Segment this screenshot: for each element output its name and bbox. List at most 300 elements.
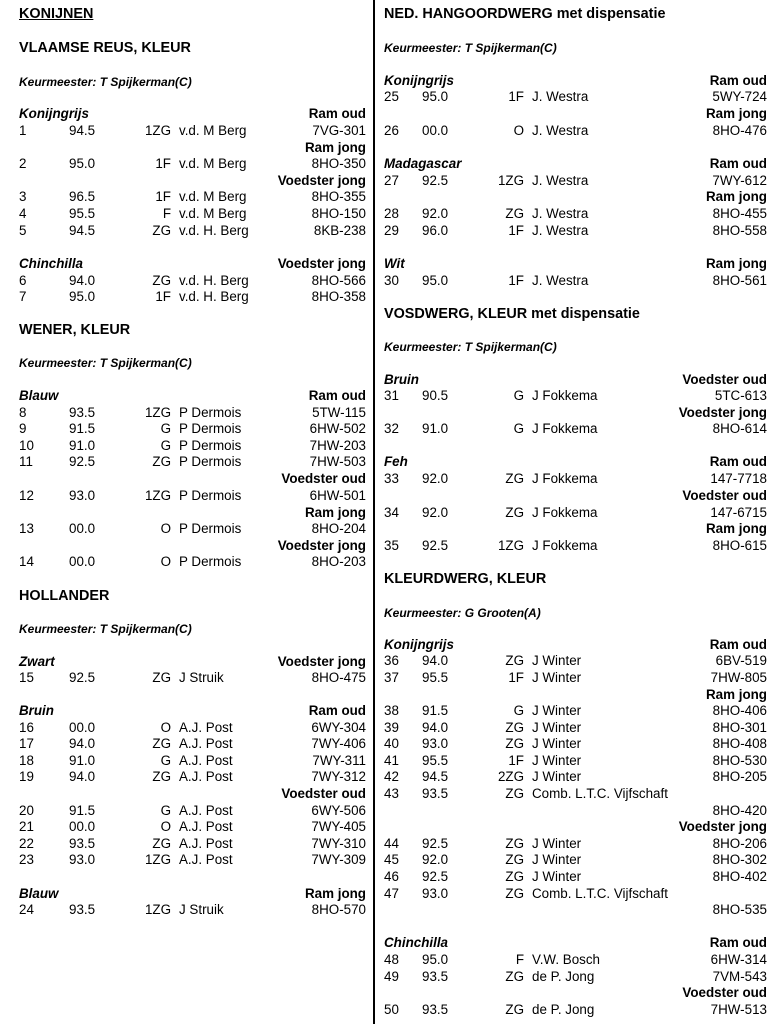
entry-score: 95.0 xyxy=(69,289,96,304)
entry-row xyxy=(19,122,366,139)
entry-score: 92.5 xyxy=(422,538,449,553)
class-label: Ram oud xyxy=(709,454,767,469)
entry-ring: 8HO-355 xyxy=(311,189,366,204)
entry-number: 24 xyxy=(19,902,34,917)
cage-number: 8HO-420 xyxy=(712,803,767,818)
entry-score: 92.0 xyxy=(422,471,449,486)
entry-owner: v.d. H. Berg xyxy=(179,273,249,288)
entry-owner: Comb. L.T.C. Vijfschaft xyxy=(532,886,668,901)
variety-row xyxy=(384,155,767,172)
entry-predicate: G xyxy=(160,421,171,436)
judge-name: Keurmeester: T Spijkerman(C) xyxy=(19,75,192,89)
entry-ring: 147-6715 xyxy=(710,505,767,520)
variety-row xyxy=(19,255,366,272)
entry-number: 2 xyxy=(19,156,27,171)
entry-predicate: 1ZG xyxy=(144,488,171,503)
entry-ring: 8HO-475 xyxy=(311,670,366,685)
entry-ring: 8HO-150 xyxy=(311,206,366,221)
entry-number: 16 xyxy=(19,720,34,735)
class-label: Ram oud xyxy=(308,106,366,121)
entry-ring: 7HW-805 xyxy=(710,670,767,685)
entry-score: 95.5 xyxy=(69,206,96,221)
class-label: Voedster jong xyxy=(678,819,767,834)
judge-line xyxy=(19,620,366,637)
class-label: Ram oud xyxy=(709,156,767,171)
variety-name: Zwart xyxy=(19,654,55,669)
entry-owner: J Fokkema xyxy=(532,538,598,553)
class-row xyxy=(384,520,767,537)
entry-predicate: ZG xyxy=(152,223,171,238)
entry-row xyxy=(384,735,767,752)
entry-row xyxy=(19,752,366,769)
entry-score: 91.0 xyxy=(69,753,96,768)
entry-row xyxy=(384,868,767,885)
entry-row xyxy=(384,702,767,719)
entry-number: 27 xyxy=(384,173,399,188)
entry-ring: 5TW-115 xyxy=(312,405,366,420)
entry-score: 00.0 xyxy=(69,521,96,536)
entry-owner: J Fokkema xyxy=(532,388,598,403)
class-row xyxy=(384,686,767,703)
entry-row xyxy=(384,968,767,985)
entry-score: 94.5 xyxy=(69,123,96,138)
entry-number: 34 xyxy=(384,505,399,520)
judge-name: Keurmeester: T Spijkerman(C) xyxy=(19,356,192,370)
entry-owner: J Winter xyxy=(532,836,582,851)
entry-ring: 8HO-530 xyxy=(712,753,767,768)
entry-score: 94.0 xyxy=(422,720,449,735)
entry-number: 8 xyxy=(19,405,27,420)
entry-number: 6 xyxy=(19,273,27,288)
entry-ring: 8HO-561 xyxy=(712,273,767,288)
class-label: Ram oud xyxy=(709,73,767,88)
entry-number: 42 xyxy=(384,769,399,784)
entry-ring: 7WY-405 xyxy=(311,819,366,834)
entry-score: 93.5 xyxy=(69,405,96,420)
class-row xyxy=(19,470,366,487)
entry-score: 91.0 xyxy=(422,421,449,436)
entry-owner: P Dermois xyxy=(179,438,242,453)
entry-predicate: O xyxy=(160,819,171,834)
entry-owner: J Struik xyxy=(179,670,224,685)
entry-row xyxy=(19,420,366,437)
class-row xyxy=(19,139,366,156)
entry-number: 9 xyxy=(19,421,27,436)
class-label: Voedster jong xyxy=(277,654,366,669)
entry-predicate: O xyxy=(513,123,524,138)
entry-score: 00.0 xyxy=(69,819,96,834)
entry-row xyxy=(19,818,366,835)
entry-ring: 7HW-503 xyxy=(309,454,366,469)
entry-score: 95.5 xyxy=(422,753,449,768)
entry-score: 96.5 xyxy=(69,189,96,204)
variety-name: Konijngrijs xyxy=(19,106,89,121)
entry-score: 92.0 xyxy=(422,505,449,520)
entry-owner: J. Westra xyxy=(532,223,589,238)
entry-number: 19 xyxy=(19,769,34,784)
entry-predicate: F xyxy=(162,206,171,221)
class-label: Voedster oud xyxy=(682,488,767,503)
entry-predicate: ZG xyxy=(505,206,524,221)
class-label: Ram jong xyxy=(705,189,767,204)
section-heading xyxy=(384,305,767,322)
entry-owner: J Fokkema xyxy=(532,421,598,436)
entry-owner: Comb. L.T.C. Vijfschaft xyxy=(532,786,668,801)
entry-score: 95.0 xyxy=(69,156,96,171)
entry-row xyxy=(384,88,767,105)
judge-name: Keurmeester: G Grooten(A) xyxy=(384,606,541,620)
entry-score: 92.5 xyxy=(69,454,96,469)
entry-number: 18 xyxy=(19,753,34,768)
entry-number: 32 xyxy=(384,421,399,436)
class-row xyxy=(384,984,767,1001)
entry-predicate: 1ZG xyxy=(497,538,524,553)
entry-score: 93.0 xyxy=(69,852,96,867)
class-label: Voedster oud xyxy=(281,471,366,486)
entry-row xyxy=(384,205,767,222)
entry-score: 93.5 xyxy=(69,902,96,917)
entry-score: 95.5 xyxy=(422,670,449,685)
entry-owner: P Dermois xyxy=(179,488,242,503)
entry-predicate: ZG xyxy=(152,273,171,288)
entry-score: 96.0 xyxy=(422,223,449,238)
variety-name: Konijngrijs xyxy=(384,73,454,88)
entry-score: 92.0 xyxy=(422,852,449,867)
entry-ring: 7WY-612 xyxy=(712,173,767,188)
entry-owner: J Winter xyxy=(532,852,582,867)
entry-row xyxy=(19,272,366,289)
entry-ring: 7WY-309 xyxy=(311,852,366,867)
entry-ring: 8HO-302 xyxy=(712,852,767,867)
entry-ring: 7WY-312 xyxy=(311,769,366,784)
variety-row xyxy=(384,72,767,89)
entry-owner: P Dermois xyxy=(179,421,242,436)
entry-number: 3 xyxy=(19,189,27,204)
entry-number: 23 xyxy=(19,852,34,867)
entry-owner: P Dermois xyxy=(179,554,242,569)
class-row xyxy=(384,818,767,835)
class-label: Ram oud xyxy=(308,388,366,403)
entry-predicate: ZG xyxy=(152,736,171,751)
entry-predicate: ZG xyxy=(505,869,524,884)
section-heading xyxy=(384,570,767,587)
entry-owner: v.d. H. Berg xyxy=(179,289,249,304)
entry-ring: 8HO-455 xyxy=(712,206,767,221)
entry-score: 94.0 xyxy=(422,653,449,668)
entry-row xyxy=(384,951,767,968)
entry-row xyxy=(384,669,767,686)
entry-row xyxy=(19,520,366,537)
entry-owner: A.J. Post xyxy=(179,769,233,784)
entry-predicate: ZG xyxy=(152,836,171,851)
entry-predicate: G xyxy=(513,703,524,718)
variety-name: Bruin xyxy=(19,703,54,718)
entry-row xyxy=(19,437,366,454)
entry-score: 92.5 xyxy=(422,173,449,188)
entry-ring: 8HO-402 xyxy=(712,869,767,884)
cage-number: 8HO-535 xyxy=(712,902,767,917)
variety-name: Feh xyxy=(384,454,408,469)
class-label: Ram oud xyxy=(709,935,767,950)
entry-score: 94.0 xyxy=(69,273,96,288)
entry-owner: v.d. M Berg xyxy=(179,206,247,221)
class-label: Ram jong xyxy=(705,521,767,536)
class-label: Ram jong xyxy=(304,140,366,155)
class-label: Voedster oud xyxy=(682,372,767,387)
judge-line xyxy=(384,338,767,355)
variety-row xyxy=(19,105,366,122)
class-row xyxy=(19,537,366,554)
entry-score: 92.5 xyxy=(422,836,449,851)
entry-row xyxy=(19,735,366,752)
entry-ring: 6WY-304 xyxy=(311,720,366,735)
entry-row xyxy=(384,420,767,437)
entry-row xyxy=(19,453,366,470)
judge-line xyxy=(384,39,767,56)
judge-line xyxy=(19,73,366,90)
entry-number: 45 xyxy=(384,852,399,867)
entry-score: 95.0 xyxy=(422,952,449,967)
entry-row xyxy=(19,155,366,172)
entry-score: 00.0 xyxy=(422,123,449,138)
entry-row xyxy=(19,802,366,819)
variety-row xyxy=(384,255,767,272)
variety-name: Bruin xyxy=(384,372,419,387)
entry-number: 39 xyxy=(384,720,399,735)
entry-number: 1 xyxy=(19,123,27,138)
entry-ring: 8HO-358 xyxy=(311,289,366,304)
variety-name: Wit xyxy=(384,256,405,271)
section-heading xyxy=(384,5,767,22)
entry-owner: P Dermois xyxy=(179,405,242,420)
class-row xyxy=(19,172,366,189)
entry-score: 00.0 xyxy=(69,720,96,735)
section-title: VOSDWERG, KLEUR met dispensatie xyxy=(384,306,640,322)
entry-predicate: 1F xyxy=(508,223,524,238)
entry-row xyxy=(384,885,767,902)
entry-owner: P Dermois xyxy=(179,521,242,536)
entry-score: 93.0 xyxy=(422,736,449,751)
entry-owner: J Winter xyxy=(532,736,582,751)
entry-number: 17 xyxy=(19,736,34,751)
entry-owner: J. Westra xyxy=(532,89,589,104)
variety-row xyxy=(384,934,767,951)
entry-number: 26 xyxy=(384,123,399,138)
entry-row xyxy=(19,719,366,736)
entry-predicate: 1ZG xyxy=(144,123,171,138)
entry-owner: v.d. M Berg xyxy=(179,156,247,171)
entry-row xyxy=(384,387,767,404)
entry-predicate: 1ZG xyxy=(144,902,171,917)
entry-predicate: G xyxy=(160,803,171,818)
entry-row xyxy=(384,785,767,802)
variety-row xyxy=(384,453,767,470)
section-title: KONIJNEN xyxy=(19,6,94,22)
entry-number: 20 xyxy=(19,803,34,818)
entry-predicate: ZG xyxy=(505,969,524,984)
variety-row xyxy=(19,653,366,670)
entry-predicate: 1F xyxy=(508,89,524,104)
entry-number: 49 xyxy=(384,969,399,984)
entry-number: 43 xyxy=(384,786,399,801)
entry-row xyxy=(19,487,366,504)
entry-ring: 6HW-314 xyxy=(710,952,767,967)
entry-owner: J. Westra xyxy=(532,173,589,188)
entry-ring: 8HO-570 xyxy=(311,902,366,917)
variety-name: Chinchilla xyxy=(19,256,83,271)
entry-ring: 7WY-406 xyxy=(311,736,366,751)
entry-row xyxy=(384,1001,767,1018)
entry-predicate: ZG xyxy=(505,471,524,486)
entry-number: 25 xyxy=(384,89,399,104)
variety-name: Konijngrijs xyxy=(384,637,454,652)
entry-row xyxy=(19,768,366,785)
entry-score: 91.5 xyxy=(69,803,96,818)
entry-owner: A.J. Post xyxy=(179,803,233,818)
entry-ring: 6BV-519 xyxy=(715,653,767,668)
entry-row xyxy=(384,752,767,769)
entry-owner: J Winter xyxy=(532,703,582,718)
entry-ring: 8HO-204 xyxy=(311,521,366,536)
entry-predicate: F xyxy=(515,952,524,967)
class-label: Voedster oud xyxy=(682,985,767,1000)
entry-row xyxy=(384,272,767,289)
entry-row xyxy=(19,669,366,686)
entry-ring: 8HO-350 xyxy=(311,156,366,171)
section-title: HOLLANDER xyxy=(19,588,110,604)
variety-row xyxy=(19,885,366,902)
entry-score: 94.5 xyxy=(422,769,449,784)
entry-predicate: ZG xyxy=(505,836,524,851)
class-label: Voedster jong xyxy=(678,405,767,420)
class-label: Voedster jong xyxy=(277,256,366,271)
entry-number: 4 xyxy=(19,206,27,221)
entry-row xyxy=(19,553,366,570)
variety-name: Madagascar xyxy=(384,156,462,171)
entry-score: 92.5 xyxy=(422,869,449,884)
entry-owner: J Winter xyxy=(532,869,582,884)
class-label: Ram jong xyxy=(304,505,366,520)
entry-number: 31 xyxy=(384,388,399,403)
entry-number: 11 xyxy=(19,454,33,469)
judge-name: Keurmeester: T Spijkerman(C) xyxy=(384,41,557,55)
entry-number: 38 xyxy=(384,703,399,718)
entry-predicate: ZG xyxy=(152,670,171,685)
entry-number: 12 xyxy=(19,488,34,503)
entry-predicate: ZG xyxy=(505,1002,524,1017)
entry-predicate: 2ZG xyxy=(497,769,524,784)
entry-row xyxy=(19,288,366,305)
entry-predicate: 1ZG xyxy=(497,173,524,188)
entry-owner: de P. Jong xyxy=(532,969,595,984)
entry-number: 21 xyxy=(19,819,34,834)
entry-number: 46 xyxy=(384,869,399,884)
entry-owner: A.J. Post xyxy=(179,852,233,867)
entry-number: 33 xyxy=(384,471,399,486)
entry-row xyxy=(19,404,366,421)
entry-ring: 7VM-543 xyxy=(712,969,767,984)
entry-score: 90.5 xyxy=(422,388,449,403)
class-label: Voedster jong xyxy=(277,173,366,188)
entry-owner: J Winter xyxy=(532,769,582,784)
entry-ring: 8HO-205 xyxy=(712,769,767,784)
class-row xyxy=(384,404,767,421)
entry-row xyxy=(384,768,767,785)
entry-number: 50 xyxy=(384,1002,399,1017)
judge-name: Keurmeester: T Spijkerman(C) xyxy=(19,622,192,636)
cage-number-continuation xyxy=(384,901,767,918)
entry-score: 91.5 xyxy=(69,421,96,436)
entry-row xyxy=(384,470,767,487)
entry-score: 94.0 xyxy=(69,769,96,784)
entry-owner: de P. Jong xyxy=(532,1002,595,1017)
class-row xyxy=(384,188,767,205)
entry-score: 95.0 xyxy=(422,89,449,104)
class-label: Ram oud xyxy=(709,637,767,652)
entry-score: 91.5 xyxy=(422,703,449,718)
entry-number: 36 xyxy=(384,653,399,668)
entry-predicate: ZG xyxy=(505,736,524,751)
variety-row xyxy=(19,702,366,719)
section-title: KLEURDWERG, KLEUR xyxy=(384,571,547,587)
entry-number: 48 xyxy=(384,952,399,967)
entry-number: 14 xyxy=(19,554,34,569)
entry-predicate: O xyxy=(160,521,171,536)
entry-ring: 7WY-310 xyxy=(311,836,366,851)
entry-ring: 8HO-203 xyxy=(311,554,366,569)
entry-row xyxy=(384,172,767,189)
section-title: WENER, KLEUR xyxy=(19,322,131,338)
entry-ring: 8HO-206 xyxy=(712,836,767,851)
entry-owner: J Winter xyxy=(532,720,582,735)
entry-ring: 7WY-311 xyxy=(312,753,366,768)
entry-ring: 8HO-406 xyxy=(712,703,767,718)
entry-row xyxy=(19,222,366,239)
entry-row xyxy=(19,188,366,205)
entry-owner: J Winter xyxy=(532,670,582,685)
variety-row xyxy=(19,387,366,404)
entry-owner: J Struik xyxy=(179,902,224,917)
entry-number: 40 xyxy=(384,736,399,751)
entry-number: 13 xyxy=(19,521,34,536)
entry-row xyxy=(384,835,767,852)
entry-predicate: ZG xyxy=(505,505,524,520)
entry-ring: 147-7718 xyxy=(710,471,767,486)
entry-number: 35 xyxy=(384,538,399,553)
entry-owner: A.J. Post xyxy=(179,736,233,751)
entry-owner: v.d. M Berg xyxy=(179,123,247,138)
entry-ring: 8HO-566 xyxy=(311,273,366,288)
entry-ring: 6HW-501 xyxy=(309,488,366,503)
entry-owner: J Fokkema xyxy=(532,471,598,486)
section-heading xyxy=(19,5,366,22)
entry-ring: 7VG-301 xyxy=(312,123,366,138)
entry-owner: A.J. Post xyxy=(179,753,233,768)
entry-predicate: 1ZG xyxy=(144,852,171,867)
entry-score: 93.5 xyxy=(422,1002,449,1017)
entry-owner: J Winter xyxy=(532,753,582,768)
entry-predicate: 1F xyxy=(155,289,171,304)
entry-predicate: G xyxy=(160,753,171,768)
entry-score: 92.0 xyxy=(422,206,449,221)
entry-row xyxy=(384,652,767,669)
entry-number: 10 xyxy=(19,438,34,453)
entry-row xyxy=(19,901,366,918)
variety-row xyxy=(384,371,767,388)
entry-predicate: ZG xyxy=(152,454,171,469)
entry-row xyxy=(19,205,366,222)
entry-owner: v.d. H. Berg xyxy=(179,223,249,238)
